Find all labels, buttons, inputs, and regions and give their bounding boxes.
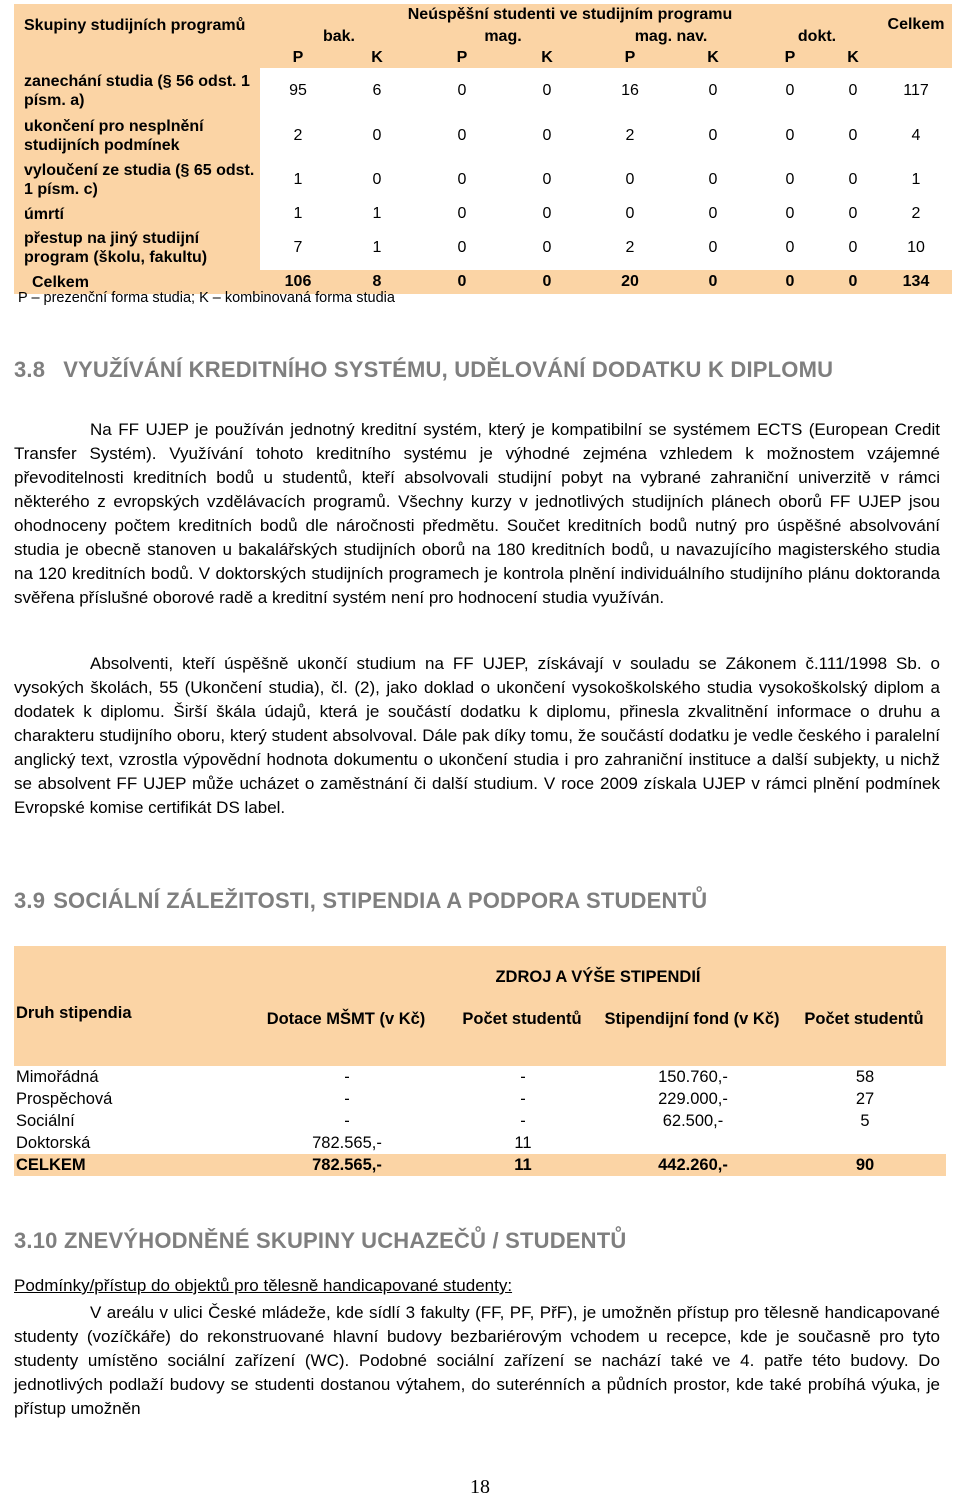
col-header: Počet studentů: [804, 1010, 924, 1028]
cell: 1: [293, 171, 303, 188]
row-total: 4: [911, 127, 921, 144]
row-label: vyloučení ze studia (§ 65 odst. 1 písm. c): [14, 158, 260, 202]
cell: 5: [860, 1111, 870, 1130]
cell: 0: [506, 270, 588, 294]
row-label: Doktorská: [16, 1133, 91, 1152]
cell: 0: [457, 127, 467, 144]
cell: -: [344, 1067, 350, 1086]
cell: 0: [785, 127, 795, 144]
form-header: P: [260, 47, 336, 68]
cell: 90: [782, 1154, 946, 1176]
total-header: Celkem: [880, 4, 952, 68]
cell: 58: [855, 1067, 875, 1086]
section-heading: [14, 1228, 626, 1254]
form-header: P: [754, 47, 826, 68]
cell: 0: [708, 239, 718, 256]
cell: [782, 1132, 946, 1154]
table-legend: P – prezenční forma studia; K – kombinovaná forma studia: [18, 290, 395, 306]
form-header: K: [506, 47, 588, 68]
row-label: úmrtí: [14, 202, 260, 226]
row-total: 117: [903, 82, 929, 99]
paragraph: [14, 418, 940, 610]
cell: -: [520, 1067, 526, 1086]
degree-header: mag. nav.: [588, 26, 754, 47]
cell: 0: [672, 270, 754, 294]
cell: 0: [848, 205, 858, 222]
section-title: ZNEVÝHODNĚNÉ SKUPINY UCHAZEČŮ / STUDENTŮ: [63, 1228, 627, 1253]
table-row: [14, 158, 952, 202]
cell: 0: [708, 205, 718, 222]
row-total: 1: [911, 171, 921, 188]
cell: 0: [542, 205, 552, 222]
row-label: přestup na jiný studijní program (školu, fakultu): [14, 226, 260, 270]
cell: -: [344, 1089, 350, 1108]
form-header: K: [672, 47, 754, 68]
cell: 0: [542, 82, 552, 99]
degree-header: dokt.: [754, 26, 880, 47]
type-header: Druh stipendia: [14, 946, 250, 1066]
cell: 782.565,-: [312, 1133, 382, 1152]
cell: 11: [514, 1133, 532, 1152]
cell: -: [520, 1089, 526, 1108]
row-total: 2: [911, 205, 921, 222]
cell: 0: [542, 171, 552, 188]
row-total: 10: [907, 239, 925, 256]
cell: 229.000,-: [658, 1089, 728, 1108]
stipend-table: [14, 946, 946, 1176]
cell: 8: [336, 270, 418, 294]
row-total: 134: [880, 270, 952, 294]
table-row: [14, 68, 952, 114]
paragraph-text: Na FF UJEP je používán jednotný kreditní systém, který je kompatibilní se systémem ECTS (European Credit Transfer Systém). Využívání tohoto kreditního systému je výhodné zejména vzhledem k možnostem vzájemné převoditelnosti kreditních bodů u studentů, kteří absolvovali studijní pobyt na vybrané zahraniční univerzitě v rámci některého z evropských vzdělávacích programů. Všechny kurzy v jednotlivých studijních plánech oborů FF UJEP jsou ohodnoceny počtem kreditních bodů dle náročnosti předmětu. Součet kreditních bodů nutný pro úspěšné absolvování studia je obecně stanoven u bakalářských studijních oborů na 180 kreditních bodů, u navazujícího magisterského studia na 120 kreditních bodů. V doktorských studijních programech je kontrola plnění individuálního studijního plánu doktoranda svěřena příslušné oborové radě a kreditní systém není pro hodnocení studia využíván.: [14, 420, 940, 607]
cell: 0: [785, 171, 795, 188]
cell: 0: [708, 171, 718, 188]
col-header: Stipendijní fond (v Kč): [604, 1010, 780, 1028]
source-header: ZDROJ A VÝŠE STIPENDIÍ: [495, 967, 701, 986]
cell: 2: [625, 127, 635, 144]
page-number: 18: [470, 1476, 490, 1498]
table-row: [14, 1132, 946, 1154]
unsuccessful-students-table: [14, 4, 952, 294]
cell: 0: [848, 82, 858, 99]
cell: 95: [289, 82, 307, 99]
row-label: Mimořádná: [16, 1067, 99, 1086]
section-title: SOCIÁLNÍ ZÁLEŽITOSTI, STIPENDIA A PODPORA STUDENTŮ: [53, 888, 708, 913]
cell: 0: [625, 171, 635, 188]
cell: -: [520, 1111, 526, 1130]
row-label: ukončení pro nesplnění studijních podmínek: [14, 114, 260, 158]
subheading: Podmínky/přístup do objektů pro tělesně handicapované studenty:: [14, 1276, 513, 1295]
col-header: Dotace MŠMT (v Kč): [266, 1010, 426, 1028]
table-row: [14, 202, 952, 226]
cell: 1: [372, 239, 382, 256]
cell: 7: [293, 239, 303, 256]
degree-header: bak.: [260, 26, 418, 47]
cell: 2: [625, 239, 635, 256]
cell: 0: [848, 239, 858, 256]
cell: [602, 1132, 782, 1154]
paragraph: [14, 1301, 940, 1421]
cell: 20: [588, 270, 672, 294]
cell: 62.500,-: [662, 1111, 724, 1130]
form-header: P: [588, 47, 672, 68]
cell: 782.565,-: [250, 1154, 442, 1176]
form-header: K: [336, 47, 418, 68]
row-label: CELKEM: [14, 1154, 250, 1176]
cell: 0: [708, 82, 718, 99]
cell: 0: [625, 205, 635, 222]
cell: 150.760,-: [658, 1067, 728, 1086]
cell: 27: [855, 1089, 875, 1108]
table-row: [14, 1088, 946, 1110]
degree-header: mag.: [418, 26, 588, 47]
cell: 0: [785, 82, 795, 99]
cell: 0: [785, 205, 795, 222]
section-number: 3.9: [14, 888, 46, 913]
form-header: K: [826, 47, 880, 68]
cell: 0: [457, 82, 467, 99]
section-number: 3.10: [14, 1228, 58, 1253]
cell: 0: [848, 171, 858, 188]
table-row: [14, 1110, 946, 1132]
cell: 0: [848, 127, 858, 144]
cell: 0: [708, 127, 718, 144]
form-header: P: [418, 47, 506, 68]
section-title: VYUŽÍVÁNÍ KREDITNÍHO SYSTÉMU, UDĚLOVÁNÍ DODATKU K DIPLOMU: [63, 357, 834, 382]
cell: 442.260,-: [602, 1154, 782, 1176]
cell: 0: [754, 270, 826, 294]
cell: 2: [293, 127, 303, 144]
cell: 1: [293, 205, 303, 222]
cell: 0: [826, 270, 880, 294]
col-header: Počet studentů: [462, 1010, 582, 1028]
cell: -: [344, 1111, 350, 1130]
table-row: [14, 114, 952, 158]
row-label: Celkem: [14, 270, 260, 294]
cell: 16: [621, 82, 639, 99]
paragraph: [14, 652, 940, 820]
unsuccessful-header: Neúspěšní studenti ve studijním programu: [260, 4, 880, 26]
cell: 0: [372, 171, 382, 188]
table-row: [14, 226, 952, 270]
cell: 6: [372, 82, 382, 99]
section-heading: [14, 888, 707, 914]
cell: 0: [542, 239, 552, 256]
paragraph-text: Absolventi, kteří úspěšně ukončí studium na FF UJEP, získávají v souladu se Zákonem č.111/1998 Sb. o vysokých školách, 55 (Ukončení studia), čl. (2), jako doklad o ukončení vysokoškolského studia vysokoškolský diplom a dodatek k diplomu. Širší škála údajů, která je součástí dodatku k diplomu, přinesla zkvalitnění informace o druhu a charakteru studijního oboru, který student absolvoval. Dále pak díky tomu, že součástí dodatku je vedle českého i paralelní anglický text, vzrostla výpovědní hodnota dokumentu o ukončení studia i pro zahraniční instituce a další subjekty, u nichž se absolvent FF UJEP může ucházet o zaměstnání či další studium. V roce 2009 získala UJEP v rámci plnění podmínek Evropské komise certifikát DS label.: [14, 654, 940, 817]
cell: 0: [542, 127, 552, 144]
program-group-header: Skupiny studijních programů: [14, 4, 260, 68]
total-row: [14, 1154, 946, 1176]
cell: 0: [785, 239, 795, 256]
section-number: 3.8: [14, 357, 46, 382]
table-row: [14, 1066, 946, 1088]
row-label: zanechání studia (§ 56 odst. 1 písm. a): [14, 68, 260, 114]
cell: 0: [372, 127, 382, 144]
cell: 0: [457, 205, 467, 222]
cell: 106: [260, 270, 336, 294]
section-heading: [14, 357, 833, 383]
cell: 1: [372, 205, 382, 222]
row-label: Prospěchová: [16, 1089, 113, 1108]
row-label: Sociální: [16, 1111, 75, 1130]
paragraph-text: V areálu v ulici České mládeže, kde sídlí 3 fakulty (FF, PF, PřF), je umožněn přístup pro tělesně handicapované studenty (vozíčkáře) do rekonstruované hlavní budovy bezbariérovým vchodem u recepce, kde je současně pro tyto studenty umístěno sociální zařízení (WC). Podobné sociální zařízení se nachází také ve 4. patře této budovy. Do jednotlivých podlaží budovy se studenti dostanou výtahem, do suterénních a půdních prostor, kde také probíhá výuka, je přístup umožněn: [14, 1303, 940, 1418]
cell: 0: [457, 239, 467, 256]
cell: 11: [442, 1154, 602, 1176]
cell: 0: [418, 270, 506, 294]
cell: 0: [457, 171, 467, 188]
